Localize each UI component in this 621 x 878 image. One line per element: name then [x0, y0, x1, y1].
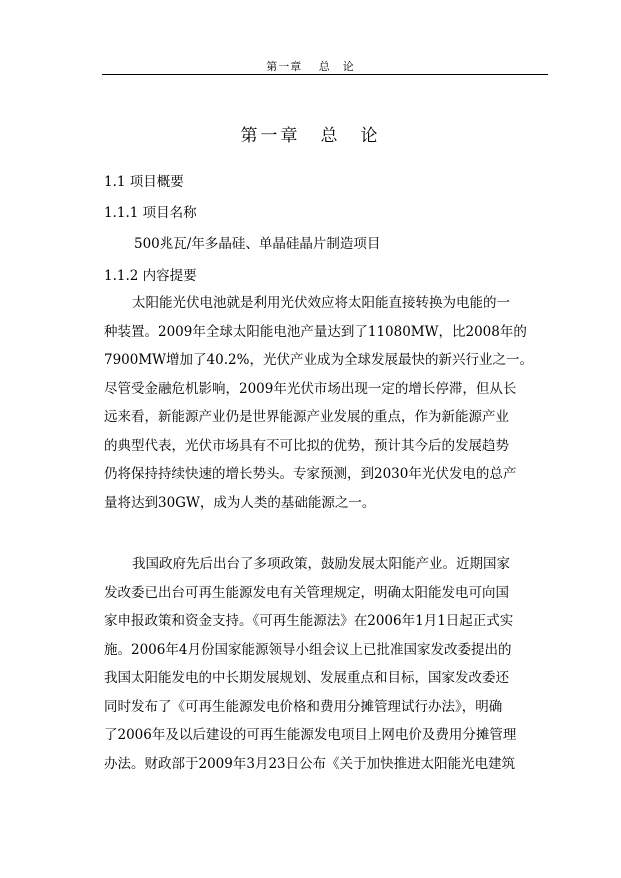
- paragraph-line: 7900MW增加了40.2%，光伏产业成为全球发展最快的新兴行业之一。: [104, 352, 533, 368]
- paragraph-2: [104, 550, 544, 778]
- paragraph-line: 办法。财政部于2009年3月23日公布《关于加快推进太阳能光电建筑: [104, 755, 516, 772]
- section-heading-1-1-1: 1.1.1 项目名称: [104, 205, 197, 221]
- paragraph-line: 同时发布了《可再生能源发电价格和费用分摊管理试行办法》，明确: [104, 698, 503, 715]
- paragraph-line: 家申报政策和资金支持。《可再生能源法》在2006年1月1日起正式实: [104, 613, 514, 629]
- paragraph-line: 尽管受金融危机影响，2009年光伏市场出现一定的增长停滞，但从长: [104, 380, 517, 397]
- paragraph-line: 施。2006年4月份国家能源领导小组会议上已批准国家发改委提出的: [104, 641, 512, 658]
- paragraph-line: 太阳能光伏电池就是利用光伏效应将太阳能直接转换为电能的一: [132, 295, 510, 311]
- section-heading-1-1: 1.1 项目概要: [104, 174, 184, 190]
- chapter-title: 第一章 总 论: [240, 126, 381, 146]
- paragraph-line: 了2006年及以后建设的可再生能源发电项目上网电价及费用分摊管理: [104, 727, 517, 743]
- project-name: 500兆瓦/年多晶硅、单晶硅晶片制造项目: [134, 236, 381, 252]
- paragraph-line: 远来看，新能源产业仍是世界能源产业发展的重点，作为新能源产业: [104, 409, 509, 425]
- paragraph-line: 仍将保持持续快速的增长势头。专家预测，到2030年光伏发电的总产: [104, 466, 517, 482]
- running-header: 第一章 总 论: [266, 60, 355, 73]
- paragraph-line: 我国太阳能发电的中长期发展规划、发展重点和目标，国家发改委还: [104, 670, 509, 686]
- paragraph-1: [104, 289, 544, 517]
- paragraph-line: 种装置。2009年全球太阳能电池产量达到了11080MW，比2008年的: [104, 323, 527, 340]
- section-heading-1-1-2: 1.1.2 内容提要: [104, 268, 197, 284]
- paragraph-line: 的典型代表，光伏市场具有不可比拟的优势，预计其今后的发展趋势: [104, 437, 509, 454]
- paragraph-line: 量将达到30GW，成为人类的基础能源之一。: [104, 494, 376, 511]
- paragraph-line: 我国政府先后出台了多项政策，鼓励发展太阳能产业。近期国家: [132, 556, 510, 572]
- paragraph-line: 发改委已出台可再生能源发电有关管理规定，明确太阳能发电可向国: [104, 584, 509, 601]
- header-rule: [102, 74, 548, 75]
